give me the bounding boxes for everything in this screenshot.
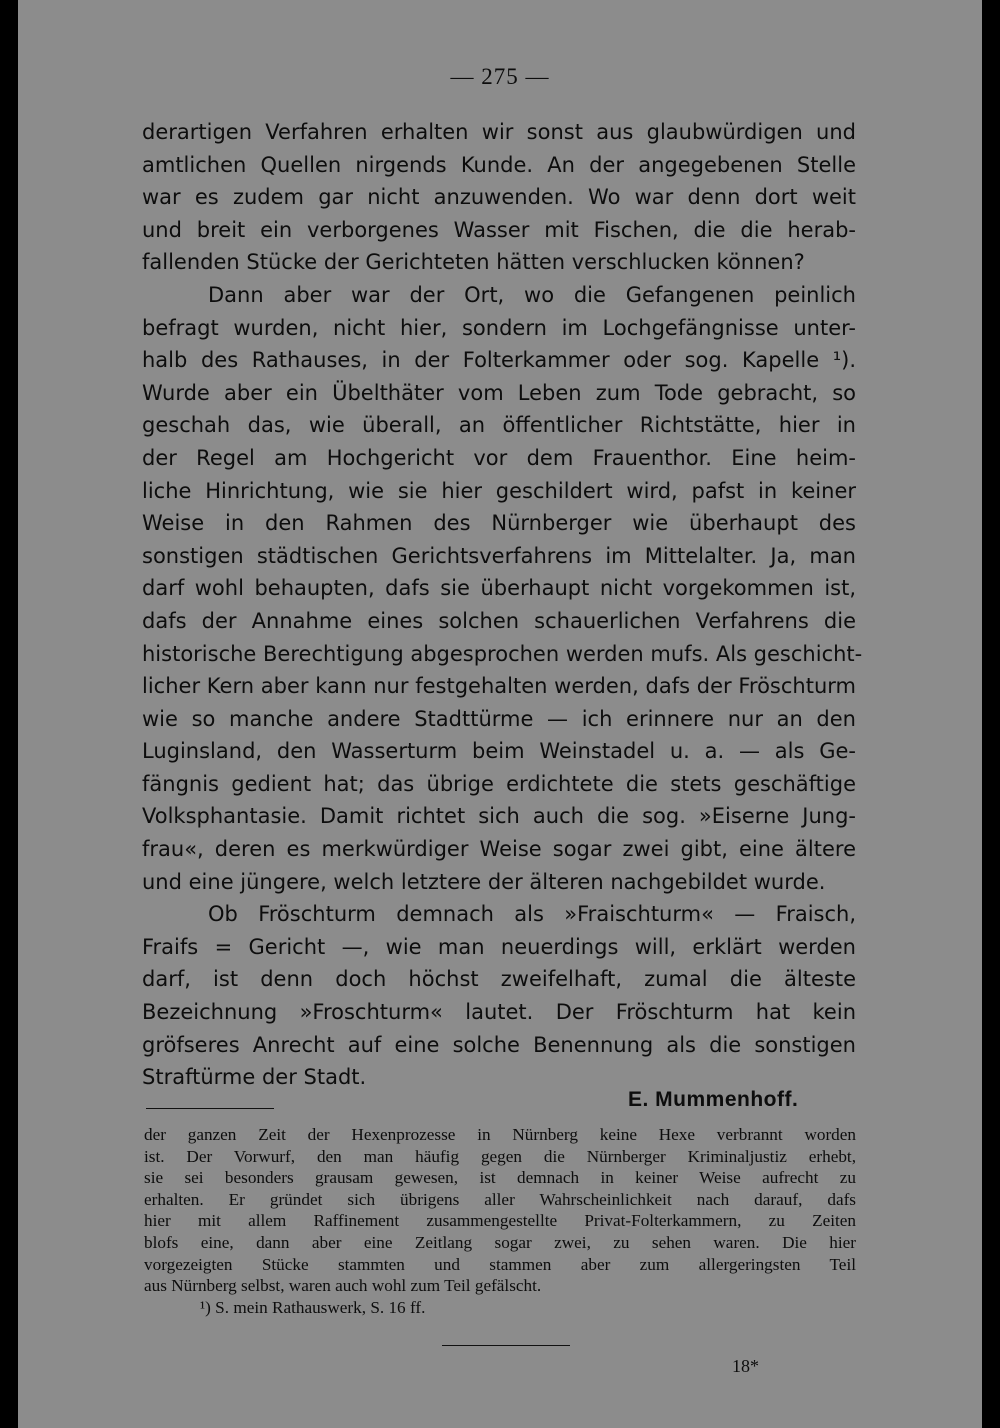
footnote-separator-rule xyxy=(146,1108,274,1109)
footnote-line: aus Nürnberg selbst, waren auch wohl zum Teil gefälscht. xyxy=(144,1276,542,1296)
body-line: darf wohl behaupten, dafs sie überhaupt nicht vorgekommen ist, xyxy=(142,576,856,601)
footnote-line: der ganzen Zeit der Hexenprozesse in Nürnberg keine Hexe verbrannt worden xyxy=(144,1125,856,1144)
body-line: befragt wurden, nicht hier, sondern im Lochgefängnisse unter- xyxy=(142,315,856,340)
page-number: — 275 — xyxy=(450,64,550,89)
body-line: war es zudem gar nicht anzuwenden. Wo war denn dort weit xyxy=(142,185,856,210)
footnote-line: hier mit allem Raffinement zusammengestellte Privat-Folterkammern, zu Zeiten xyxy=(144,1211,856,1231)
footnote-reference: ¹) S. mein Rathauswerk, S. 16 ff. xyxy=(200,1297,426,1317)
body-line: Dann aber war der Ort, wo die Gefangenen peinlich xyxy=(208,282,856,307)
footnote-line: ist. Der Vorwurf, den man häufig gegen die Nürnberger Kriminaljustiz erhebt, xyxy=(144,1146,856,1166)
footnote-line: sie sei besonders grausam gewesen, ist demnach in keiner Weise aufrecht zu xyxy=(144,1168,856,1188)
body-line: und eine jüngere, welch letztere der älteren nachgebildet wurde. xyxy=(142,869,826,894)
footnote-line: vorgezeigten Stücke stammten und stammen aber zum allergeringsten Teil xyxy=(144,1254,856,1274)
body-line: fallenden Stücke der Gerichteten hätten verschlucken können? xyxy=(142,250,805,275)
body-text xyxy=(142,116,863,1094)
body-line: Weise in den Rahmen des Nürnberger wie überhaupt des xyxy=(142,511,856,536)
body-line: amtlichen Quellen nirgends Kunde. An der angegebenen Stelle xyxy=(142,152,856,177)
body-line: sonstigen städtischen Gerichtsverfahrens im Mittelalter. Ja, man xyxy=(142,543,856,568)
body-line: Wurde aber ein Übelthäter vom Leben zum Tode gebracht, so xyxy=(142,380,856,405)
body-line: darf, ist denn doch höchst zweifelhaft, zumal die älteste xyxy=(142,967,856,992)
body-line: geschah das, wie überall, an öffentlicher Richtstätte, hier in xyxy=(142,413,856,438)
body-line: Straftürme der Stadt. xyxy=(142,1065,367,1090)
printer-signature-mark: 18* xyxy=(732,1356,759,1376)
body-line: historische Berechtigung abgesprochen werden mufs. Als geschicht- xyxy=(142,641,863,666)
body-line: derartigen Verfahren erhalten wir sonst aus glaubwürdigen und xyxy=(142,120,856,144)
footnote-line: blofs eine, dann aber eine Zeitlang sogar zwei, zu sehen waren. Die hier xyxy=(144,1232,856,1252)
body-line: liche Hinrichtung, wie sie hier geschildert wird, pafst in keiner xyxy=(142,478,856,503)
author-signature: E. Mummenhoff. xyxy=(628,1088,799,1111)
body-line: Ob Fröschturm demnach als »Fraischturm« — Fraisch, xyxy=(208,902,856,927)
footnote-line: erhalten. Er gründet sich übrigens aller Wahrscheinlichkeit nach darauf, dafs xyxy=(144,1189,856,1209)
bottom-rule xyxy=(442,1345,570,1346)
body-line: fängnis gedient hat; das übrige erdichtete die stets geschäftige xyxy=(142,771,856,796)
body-line: Volksphantasie. Damit richtet sich auch die sog. »Eiserne Jung- xyxy=(142,804,856,829)
body-line: der Regel am Hochgericht vor dem Frauenthor. Eine heim- xyxy=(142,445,856,470)
book-page xyxy=(18,0,982,1428)
body-line: licher Kern aber kann nur festgehalten werden, dafs der Fröschturm xyxy=(142,674,856,699)
body-line: wie so manche andere Stadttürme — ich erinnere nur an den xyxy=(142,706,856,731)
body-line: und breit ein verborgenes Wasser mit Fischen, die die herab- xyxy=(142,217,856,242)
body-line: frau«, deren es merkwürdiger Weise sogar zwei gibt, eine ältere xyxy=(142,837,856,862)
body-line: Bezeichnung »Froschturm« lautet. Der Fröschturm hat kein xyxy=(142,1000,856,1025)
body-line: Fraifs = Gericht —, wie man neuerdings will, erklärt werden xyxy=(142,934,856,959)
footnotes xyxy=(144,1124,856,1318)
body-line: Luginsland, den Wasserturm beim Weinstadel u. a. — als Ge- xyxy=(142,739,856,764)
body-line: halb des Rathauses, in der Folterkammer oder sog. Kapelle ¹). xyxy=(142,348,856,373)
body-line: dafs der Annahme eines solchen schauerlichen Verfahrens die xyxy=(142,608,856,633)
body-line: gröfseres Anrecht auf eine solche Benennung als die sonstigen xyxy=(142,1032,856,1057)
